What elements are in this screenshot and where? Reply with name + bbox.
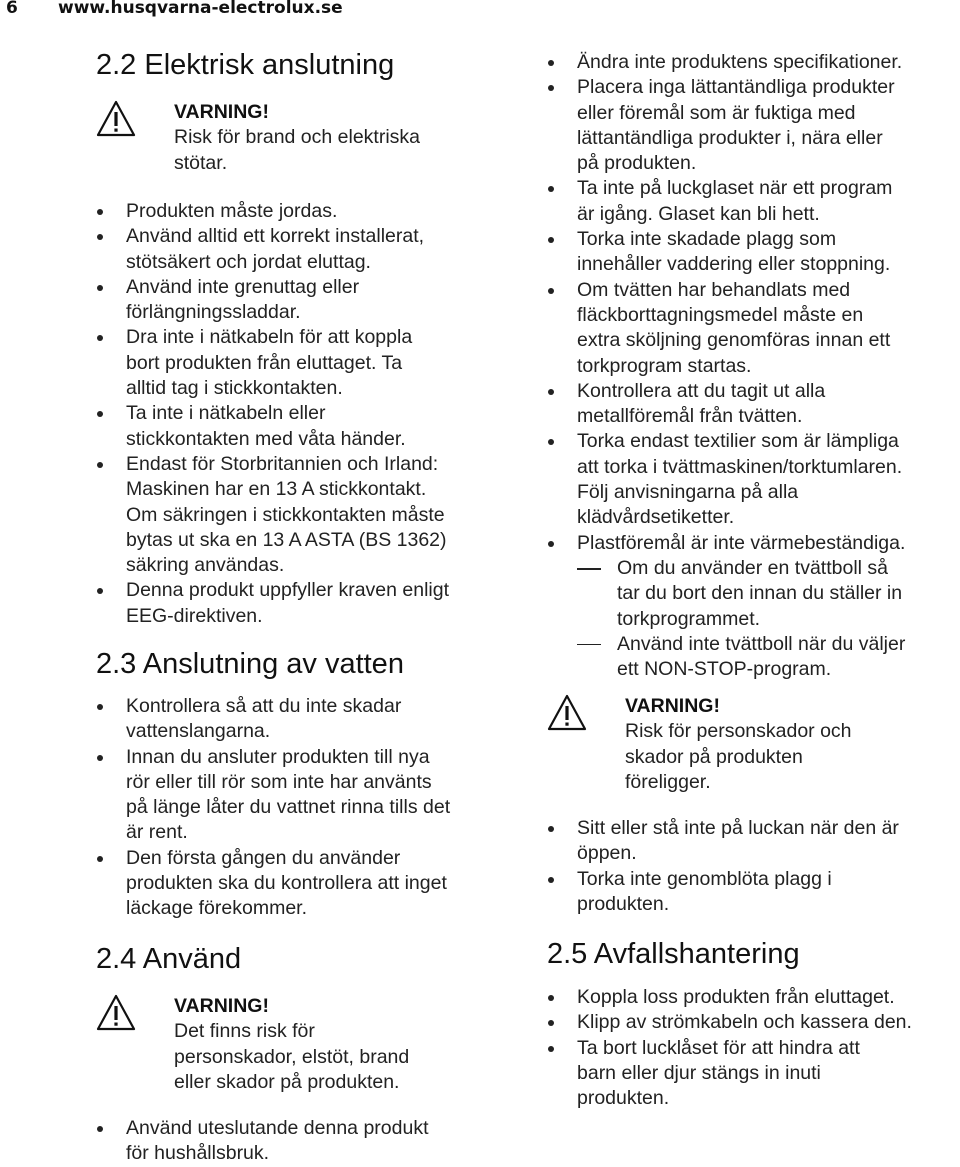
list-item: Ta inte på luckglaset när ett program [547, 176, 957, 201]
list-item-continued: torkprogram startas. [577, 354, 752, 377]
list-item: Denna produkt uppfyller kraven enligt [96, 578, 516, 603]
list-item-continued: eller föremål som är fuktiga med [577, 101, 856, 124]
warning-line: Det finns risk för [174, 1020, 315, 1043]
warning-triangle-icon [96, 994, 136, 1032]
warning-line: stötar. [174, 151, 228, 174]
bullet-list-water [96, 694, 516, 922]
list-item-continued: bort produkten från eluttaget. Ta [126, 351, 403, 374]
list-item-continued: fläckborttagningsmedel måste en [577, 303, 864, 326]
warning-line: skador på produkten [625, 745, 803, 768]
dash-item-continued: tar du bort den innan du ställer in [617, 582, 903, 605]
list-item: Placera inga lättantändliga produkter [547, 75, 957, 100]
list-item-continued: klädvårdsetiketter. [577, 506, 735, 529]
list-item: Produkten måste jordas. [96, 199, 516, 224]
list-item: Den första gången du använder [96, 846, 516, 871]
list-item-continued: att torka i tvättmaskinen/torktumlaren. [577, 455, 903, 478]
list-item: Torka inte skadade plagg som [547, 227, 957, 252]
dash-item: Använd inte tvättboll när du väljer [577, 632, 957, 657]
section-title-disposal: 2.5 Avfallshantering [547, 938, 800, 970]
list-item-continued: för hushållsbruk. [126, 1142, 270, 1165]
dash-item: Om du använder en tvättboll så [577, 556, 957, 581]
bullet-list-use [96, 1116, 516, 1167]
warning-line: personskador, elstöt, brand [174, 1045, 410, 1068]
list-item-continued: Maskinen har en 13 A stickkontakt. [126, 478, 427, 501]
page-number: 6 [6, 0, 18, 18]
section-title-use: 2.4 Använd [96, 943, 242, 975]
list-item: Om tvätten har behandlats med [547, 278, 957, 303]
dash-item-continued: ett NON-STOP-program. [617, 658, 832, 681]
list-item: Ändra inte produktens specifikationer. [547, 50, 957, 75]
warning-title: VARNING! [174, 101, 269, 123]
list-item: Plastföremål är inte värmebeständiga. [547, 531, 957, 556]
warning-line: Risk för brand och elektriska [174, 126, 421, 149]
list-item: Koppla loss produkten från eluttaget. [547, 985, 957, 1010]
list-item-continued: extra sköljning genomföras innan ett [577, 329, 891, 352]
dash-list-plastic [577, 556, 957, 682]
list-item-continued: metallföremål från tvätten. [577, 405, 803, 428]
list-item-continued: lättantändliga produkter i, nära eller [577, 126, 883, 149]
list-item-continued: stötsäkert och jordat eluttag. [126, 250, 371, 273]
warning-title: VARNING! [625, 695, 720, 717]
dash-item-continued: torkprogrammet. [617, 607, 761, 630]
list-item-continued: Följ anvisningarna på alla [577, 481, 799, 504]
list-item: Klipp av strömkabeln och kassera den. [547, 1010, 957, 1035]
list-item: Använd inte grenuttag eller [96, 275, 516, 300]
list-item-continued: på länge låter du vattnet rinna tills det [126, 796, 451, 819]
list-item-continued: produkten. [577, 892, 670, 915]
warning-line: Risk för personskador och [625, 720, 852, 743]
list-item: Dra inte i nätkabeln för att koppla [96, 325, 516, 350]
warning-line: föreligger. [625, 770, 711, 793]
list-item: Ta inte i nätkabeln eller [96, 401, 516, 426]
list-item-continued: rör eller till rör som inte har använts [126, 770, 432, 793]
bullet-list-use-end [547, 816, 957, 917]
list-item-continued: förlängningssladdar. [126, 301, 301, 324]
section-title-electrical: 2.2 Elektrisk anslutning [96, 49, 395, 81]
list-item: Innan du ansluter produkten till nya [96, 745, 516, 770]
list-item: Kontrollera att du tagit ut alla [547, 379, 957, 404]
list-item: Använd alltid ett korrekt installerat, [96, 224, 516, 249]
list-item-continued: produkten ska du kontrollera att inget [126, 872, 447, 895]
list-item-continued: är igång. Glaset kan bli hett. [577, 202, 820, 225]
list-item-continued: Om säkringen i stickkontakten måste [126, 503, 445, 526]
list-item-continued: öppen. [577, 842, 637, 865]
list-item-continued: barn eller djur stängs in inuti [577, 1061, 821, 1084]
list-item: Torka inte genomblöta plagg i [547, 867, 957, 892]
list-item: Endast för Storbritannien och Irland: [96, 452, 516, 477]
warning-line: eller skador på produkten. [174, 1070, 400, 1093]
list-item-continued: bytas ut ska en 13 A ASTA (BS 1362) [126, 528, 447, 551]
list-item-continued: läckage förekommer. [126, 897, 307, 920]
list-item-continued: produkten. [577, 1087, 670, 1110]
warning-title: VARNING! [174, 995, 269, 1017]
list-item: Torka endast textilier som är lämpliga [547, 429, 957, 454]
bullet-list-use-continued [547, 50, 957, 556]
bullet-list-electrical [96, 199, 516, 629]
list-item-continued: vattenslangarna. [126, 720, 271, 743]
list-item-continued: stickkontakten med våta händer. [126, 427, 406, 450]
section-title-water: 2.3 Anslutning av vatten [96, 648, 404, 680]
warning-triangle-icon [547, 694, 587, 732]
list-item-continued: EEG-direktiven. [126, 604, 263, 627]
list-item-continued: på produkten. [577, 152, 697, 175]
list-item: Kontrollera så att du inte skadar [96, 694, 516, 719]
list-item: Använd uteslutande denna produkt [96, 1116, 516, 1141]
list-item-continued: säkring användas. [126, 554, 285, 577]
website-url: www.husqvarna-electrolux.se [58, 0, 343, 18]
list-item-continued: är rent. [126, 821, 188, 844]
list-item-continued: innehåller vaddering eller stoppning. [577, 253, 891, 276]
list-item: Sitt eller stå inte på luckan när den är [547, 816, 957, 841]
list-item-continued: alltid tag i stickkontakten. [126, 377, 343, 400]
warning-triangle-icon [96, 100, 136, 138]
bullet-list-disposal [547, 985, 957, 1111]
list-item: Ta bort lucklåset för att hindra att [547, 1036, 957, 1061]
